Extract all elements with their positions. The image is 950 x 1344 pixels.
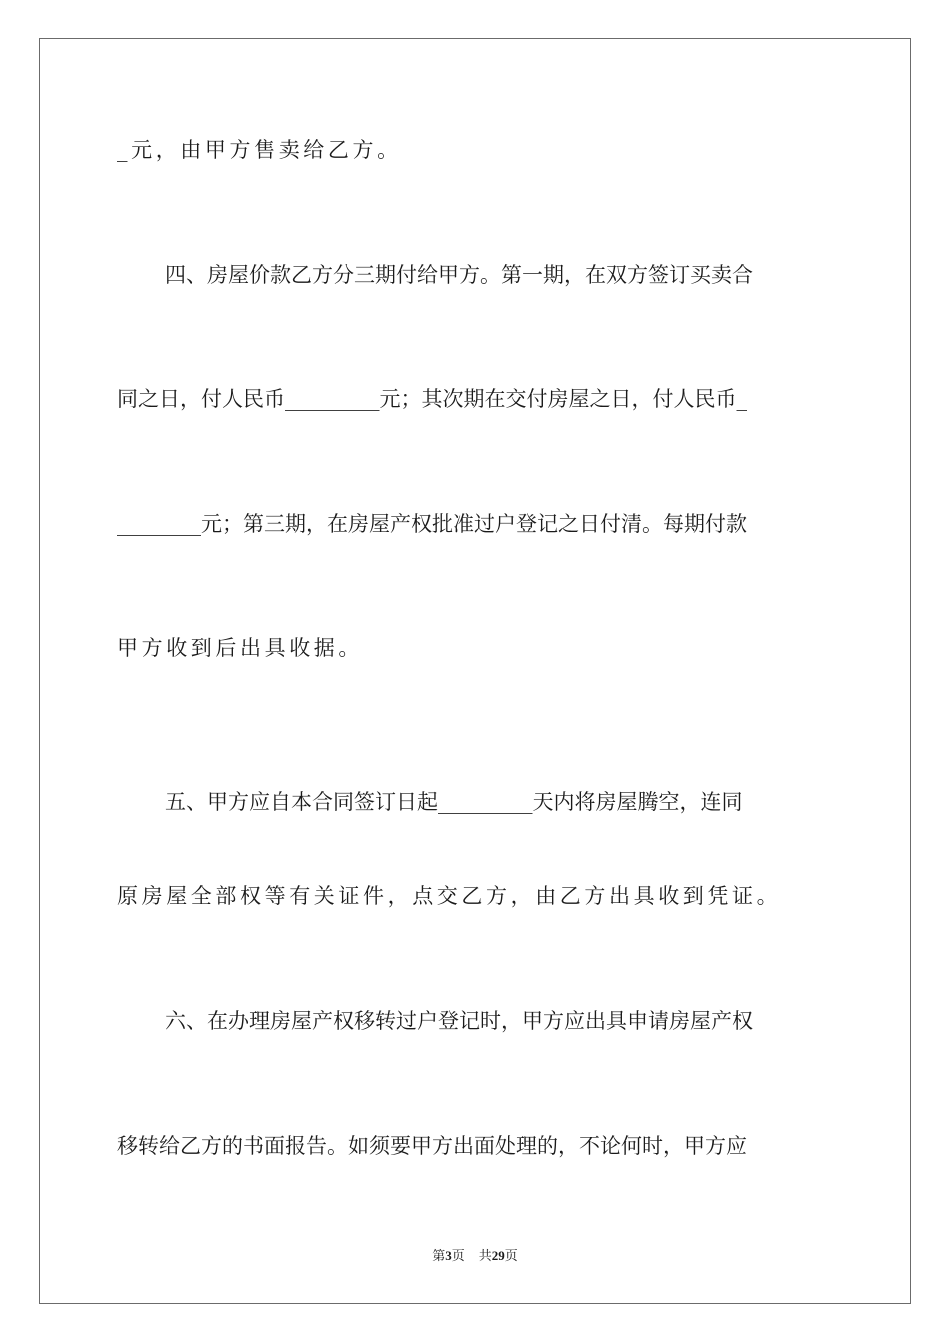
clause-five-line-1: 五、甲方应自本合同签订日起_________天内将房屋腾空，连同 <box>165 790 743 814</box>
total-prefix: 共 <box>478 1248 492 1263</box>
clause-six-line-1: 六、在办理房屋产权移转过户登记时，甲方应出具申请房屋产权 <box>165 1009 753 1033</box>
clause-four-line-2: 同之日，付人民币_________元；其次期在交付房屋之日，付人民币_ <box>117 387 747 411</box>
clause-four-line-3: ________元；第三期，在房屋产权批准过户登记之日付清。每期付款 <box>117 512 747 536</box>
clause-five-line-2: 原房屋全部权等有关证件，点交乙方，由乙方出具收到凭证。 <box>117 884 782 908</box>
page-number: 3 <box>445 1248 452 1263</box>
clause-six-line-2: 移转给乙方的书面报告。如须要甲方出面处理的，不论何时，甲方应 <box>117 1134 747 1158</box>
clause-four-line-1: 四、房屋价款乙方分三期付给甲方。第一期，在双方签订买卖合 <box>165 263 753 287</box>
page-border <box>39 38 911 1304</box>
clause-four-line-4: 甲方收到后出具收据。 <box>117 636 363 660</box>
page-suffix: 页 <box>451 1248 465 1263</box>
page-footer <box>0 1247 950 1265</box>
total-pages: 29 <box>491 1248 505 1263</box>
page-prefix: 第 <box>432 1248 446 1263</box>
text-line: _元，由甲方售卖给乙方。 <box>117 138 402 162</box>
total-suffix: 页 <box>504 1248 518 1263</box>
